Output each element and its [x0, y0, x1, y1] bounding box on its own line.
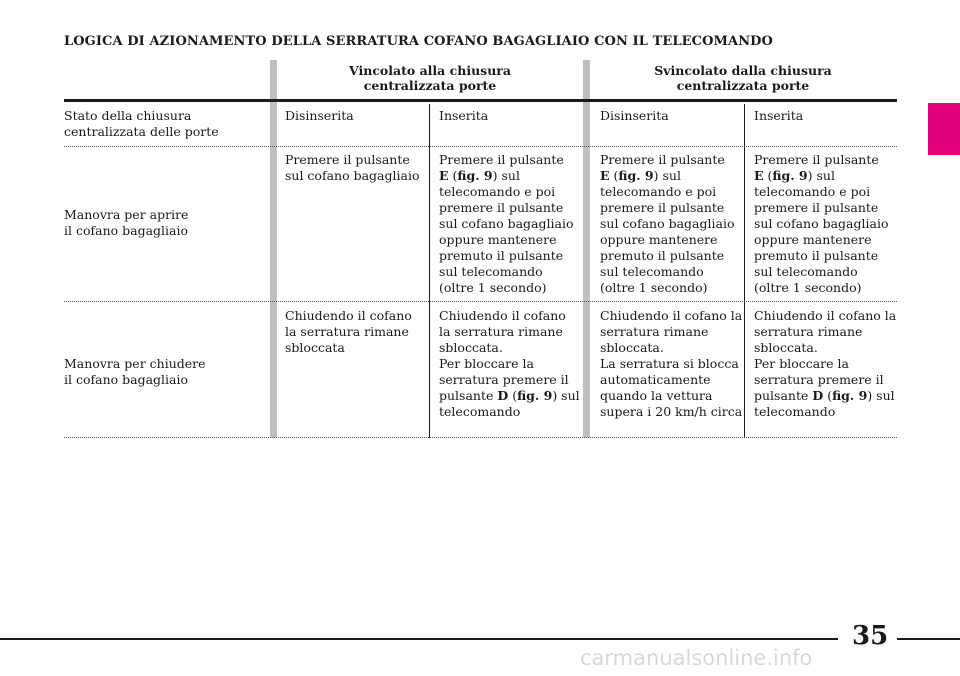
header-svincolato: Svincolato dalla chiusura centralizzata porte — [654, 63, 832, 93]
cell-chiudere-vincolato-disinserita: Chiudendo il cofano la serratura rimane sbloccata — [285, 308, 412, 355]
cell-stato-vincolato-disinserita: Disinserita — [285, 108, 354, 123]
footer-rule-left — [0, 638, 838, 640]
cell-stato-svincolato-disinserita: Disinserita — [600, 108, 669, 123]
cell-aprire-svincolato-inserita: Premere il pulsante E (fig. 9) sul telecomando e poi premere il pulsante sul cofano bagagliaio oppure mantenere premuto il pulsante sul telecomando (oltre 1 secondo) — [754, 152, 889, 295]
header-vincolato: Vincolato alla chiusura centralizzata porte — [349, 63, 511, 93]
cell-stato-vincolato-inserita: Inserita — [439, 108, 489, 123]
row-divider — [64, 301, 897, 302]
column-divider-2 — [744, 104, 745, 438]
row-divider — [64, 146, 897, 147]
row-divider — [64, 437, 897, 438]
row-label-aprire: Manovra per aprire il cofano bagagliaio — [64, 207, 189, 238]
cell-stato-svincolato-inserita: Inserita — [754, 108, 804, 123]
section-tab-marker — [928, 103, 960, 155]
cell-chiudere-svincolato-disinserita: Chiudendo il cofano la serratura rimane sbloccata. La serratura si blocca automaticamente quando la vettura supera i 20 km/h circa — [600, 308, 743, 419]
watermark: carmanualsonline.info — [580, 646, 813, 670]
cell-aprire-vincolato-disinserita: Premere il pulsante sul cofano bagagliaio — [285, 152, 420, 183]
cell-chiudere-svincolato-inserita: Chiudendo il cofano la serratura rimane sbloccata. Per bloccare la serratura premere il pulsante D (fig. 9) sul telecomando — [754, 308, 897, 419]
column-divider-1 — [429, 104, 430, 438]
cell-chiudere-vincolato-inserita: Chiudendo il cofano la serratura rimane sbloccata. Per bloccare la serratura premere il pulsante D (fig. 9) sul telecomando — [439, 308, 580, 419]
footer-rule-right — [897, 638, 960, 640]
row-label-chiudere: Manovra per chiudere il cofano bagagliaio — [64, 356, 206, 387]
row-label-stato: Stato della chiusura centralizzata delle porte — [64, 108, 219, 139]
cell-aprire-svincolato-disinserita: Premere il pulsante E (fig. 9) sul telecomando e poi premere il pulsante sul cofano bagagliaio oppure mantenere premuto il pulsante sul telecomando (oltre 1 secondo) — [600, 152, 735, 295]
header-rule — [64, 99, 897, 102]
column-bar-middle — [583, 60, 590, 438]
page-number: 35 — [852, 621, 889, 651]
column-bar-left — [270, 60, 277, 438]
cell-aprire-vincolato-inserita: Premere il pulsante E (fig. 9) sul telecomando e poi premere il pulsante sul cofano bagagliaio oppure mantenere premuto il pulsante sul telecomando (oltre 1 secondo) — [439, 152, 574, 295]
page-title: LOGICA DI AZIONAMENTO DELLA SERRATURA COFANO BAGAGLIAIO CON IL TELECOMANDO — [64, 34, 773, 49]
